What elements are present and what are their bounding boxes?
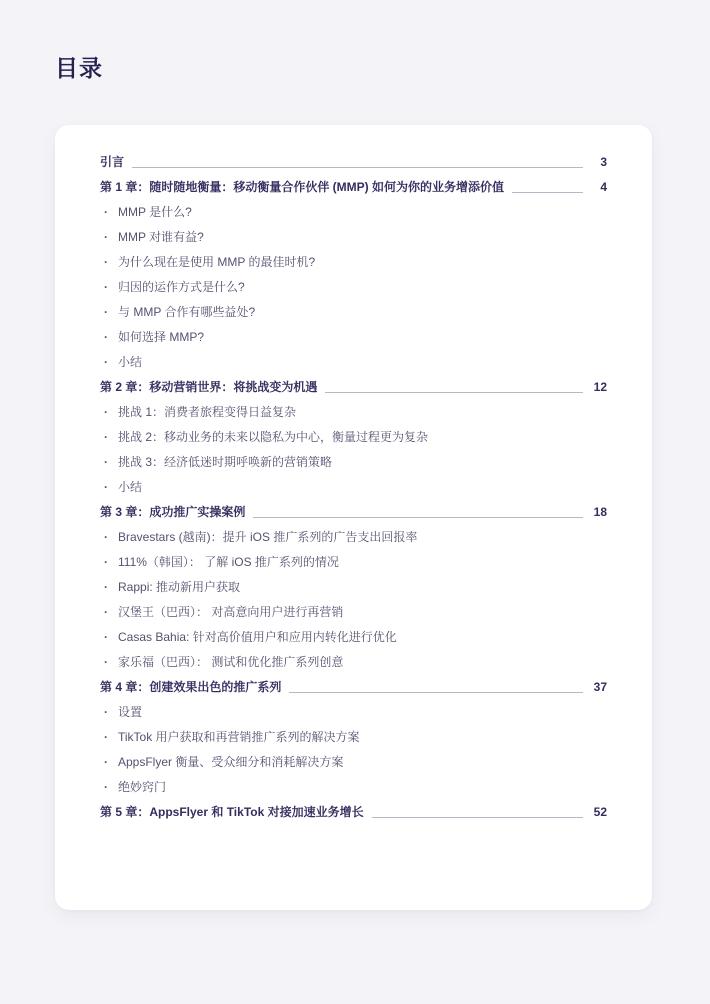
toc-entry-label: 第 2 章：移动营销世界：将挑战变为机遇: [100, 380, 318, 394]
toc-entry-label: 与 MMP 合作有哪些益处?: [118, 305, 256, 319]
toc-entry-label: 引言: [100, 155, 125, 169]
toc-sub-entry[interactable]: [100, 550, 607, 575]
toc-entry-label: Bravestars (越南)：提升 iOS 推广系列的广告支出回报率: [118, 530, 418, 544]
toc-sub-entry[interactable]: [100, 200, 607, 225]
toc-entry-label: 挑战 3：经济低迷时期呼唤新的营销策略: [118, 455, 333, 469]
bullet-icon: ·: [104, 355, 108, 369]
toc-card: [55, 125, 652, 910]
toc-entry-label: TikTok 用户获取和再营销推广系列的解决方案: [118, 730, 360, 744]
toc-chapter-entry[interactable]: [100, 675, 607, 700]
toc-leader-line: [325, 392, 583, 393]
bullet-icon: ·: [104, 205, 108, 219]
toc-chapter-entry[interactable]: [100, 150, 607, 175]
toc-entry-label: Rappi: 推动新用户获取: [118, 580, 241, 594]
bullet-icon: ·: [104, 330, 108, 344]
bullet-icon: ·: [104, 605, 108, 619]
bullet-icon: ·: [104, 580, 108, 594]
toc-entry-label: 汉堡王（巴西）： 对高意向用户进行再营销: [118, 605, 344, 619]
toc-entry-label: Casas Bahia: 针对高价值用户和应用内转化进行优化: [118, 630, 397, 644]
toc-entry-label: 第 5 章：AppsFlyer 和 TikTok 对接加速业务增长: [100, 805, 364, 819]
toc-sub-entry[interactable]: [100, 650, 607, 675]
toc-entry-label: 挑战 2：移动业务的未来以隐私为中心，衡量过程更为复杂: [118, 430, 429, 444]
toc-sub-entry[interactable]: [100, 225, 607, 250]
bullet-icon: ·: [104, 705, 108, 719]
toc-chapter-entry[interactable]: [100, 800, 607, 825]
toc-entry-label: 第 3 章：成功推广实操案例: [100, 505, 246, 519]
toc-entry-label: 111%（韩国）： 了解 iOS 推广系列的情况: [118, 555, 339, 569]
toc-sub-entry[interactable]: [100, 325, 607, 350]
toc-sub-entry[interactable]: [100, 700, 607, 725]
bullet-icon: ·: [104, 455, 108, 469]
toc-leader-line: [132, 167, 583, 168]
toc-chapter-entry[interactable]: [100, 500, 607, 525]
toc-page-number: 12: [593, 380, 607, 394]
toc-entry-label: AppsFlyer 衡量、受众细分和消耗解决方案: [118, 755, 344, 769]
toc-leader-line: [512, 192, 583, 193]
toc-sub-entry[interactable]: [100, 525, 607, 550]
toc-sub-entry[interactable]: [100, 300, 607, 325]
bullet-icon: ·: [104, 755, 108, 769]
toc-entry-label: 设置: [118, 705, 143, 719]
toc-entry-label: 如何选择 MMP?: [118, 330, 205, 344]
bullet-icon: ·: [104, 280, 108, 294]
page-title: 目录: [55, 55, 103, 81]
toc-sub-entry[interactable]: [100, 750, 607, 775]
toc-sub-entry[interactable]: [100, 250, 607, 275]
toc-sub-entry[interactable]: [100, 275, 607, 300]
bullet-icon: ·: [104, 230, 108, 244]
bullet-icon: ·: [104, 405, 108, 419]
toc-sub-entry[interactable]: [100, 575, 607, 600]
toc-entry-label: 绝妙窍门: [118, 780, 167, 794]
toc-leader-line: [253, 517, 583, 518]
toc-page-number: 3: [600, 155, 607, 169]
toc-sub-entry[interactable]: [100, 475, 607, 500]
toc-entry-label: MMP 是什么?: [118, 205, 192, 219]
toc-entry-label: MMP 对谁有益?: [118, 230, 204, 244]
toc-entry-label: 为什么现在是使用 MMP 的最佳时机?: [118, 255, 316, 269]
toc-sub-entry[interactable]: [100, 625, 607, 650]
bullet-icon: ·: [104, 655, 108, 669]
toc-page-number: 37: [593, 680, 607, 694]
toc-chapter-entry[interactable]: [100, 375, 607, 400]
toc-sub-entry[interactable]: [100, 775, 607, 800]
toc-sub-entry[interactable]: [100, 400, 607, 425]
toc-page-number: 4: [600, 180, 607, 194]
bullet-icon: ·: [104, 255, 108, 269]
bullet-icon: ·: [104, 530, 108, 544]
toc-entry-label: 挑战 1：消费者旅程变得日益复杂: [118, 405, 297, 419]
toc-leader-line: [289, 692, 583, 693]
toc-sub-entry[interactable]: [100, 450, 607, 475]
toc-entry-label: 家乐福（巴西）： 测试和优化推广系列创意: [118, 655, 344, 669]
toc-entry-label: 小结: [118, 355, 143, 369]
bullet-icon: ·: [104, 730, 108, 744]
toc-list: [55, 125, 652, 825]
bullet-icon: ·: [104, 555, 108, 569]
toc-sub-entry[interactable]: [100, 425, 607, 450]
toc-entry-label: 第 1 章：随时随地衡量：移动衡量合作伙伴 (MMP) 如何为你的业务增添价值: [100, 180, 505, 194]
toc-sub-entry[interactable]: [100, 600, 607, 625]
bullet-icon: ·: [104, 305, 108, 319]
bullet-icon: ·: [104, 480, 108, 494]
bullet-icon: ·: [104, 430, 108, 444]
toc-page-number: 52: [593, 805, 607, 819]
toc-entry-label: 第 4 章：创建效果出色的推广系列: [100, 680, 282, 694]
toc-entry-label: 小结: [118, 480, 143, 494]
toc-chapter-entry[interactable]: [100, 175, 607, 200]
toc-sub-entry[interactable]: [100, 725, 607, 750]
toc-sub-entry[interactable]: [100, 350, 607, 375]
toc-page-number: 18: [593, 505, 607, 519]
bullet-icon: ·: [104, 780, 108, 794]
bullet-icon: ·: [104, 630, 108, 644]
toc-entry-label: 归因的运作方式是什么?: [118, 280, 245, 294]
toc-leader-line: [372, 817, 583, 818]
